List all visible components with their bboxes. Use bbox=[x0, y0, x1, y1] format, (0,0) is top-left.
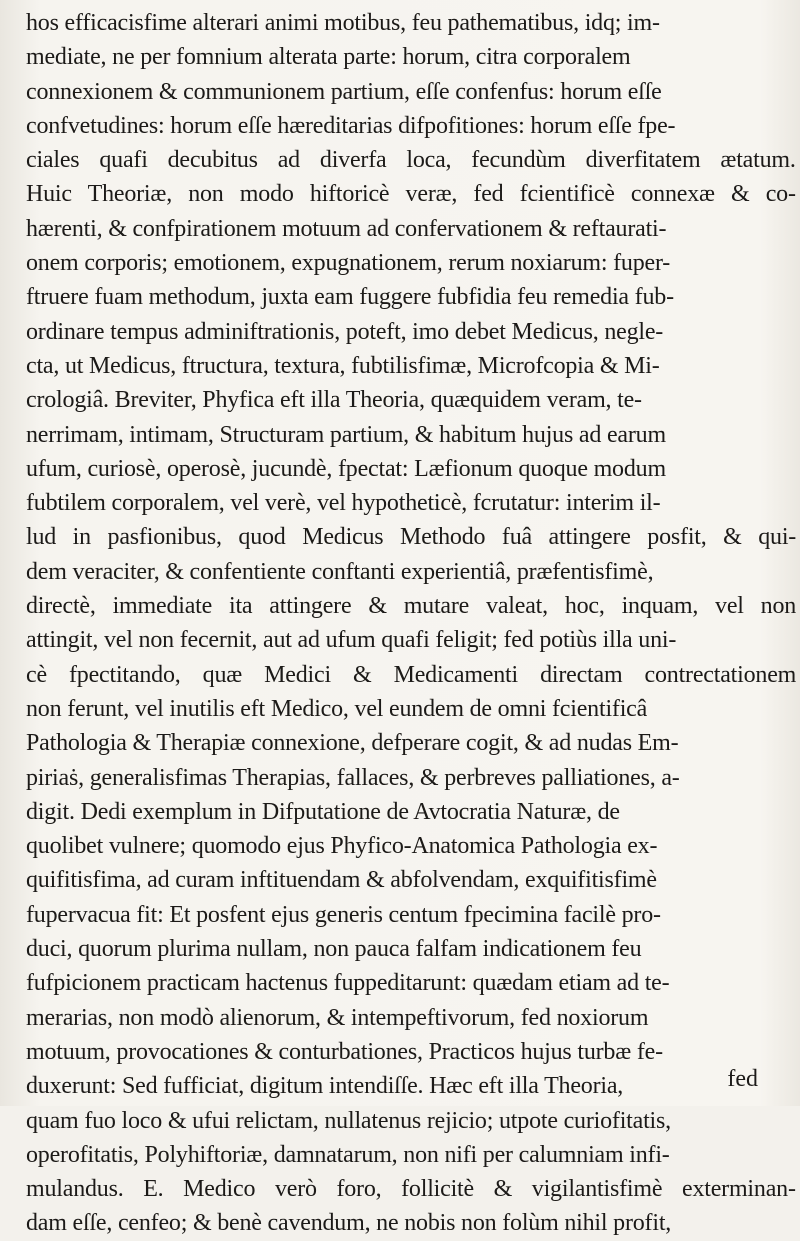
text-line: piriaṡ, generalisfimas Therapias, fallaces, & perbreves palliationes, a- bbox=[26, 764, 680, 791]
text-line: fufpicionem practicam hactenus fuppeditarunt: quædam etiam ad te- bbox=[26, 970, 670, 997]
text-line: onem corporis; emotionem, expugnationem, rerum noxiarum: fuper- bbox=[26, 250, 671, 277]
text-line: duci, quorum plurima nullam, non pauca falfam indicationem feu bbox=[26, 936, 642, 963]
text-line: Pathologia & Therapiæ connexione, defperare cogit, & ad nudas Em- bbox=[26, 730, 679, 757]
catchword: fed bbox=[727, 1066, 758, 1092]
text-line: Huic Theoriæ, non modo hiftoricè veræ, fed fcientificè connexæ & co- bbox=[26, 181, 796, 208]
text-line: duxerunt: Sed fufficiat, digitum intendiſſe. Hæc eft illa Theoria, bbox=[26, 1073, 624, 1100]
text-line: operofitatis, Polyhiftoriæ, damnatarum, non nifi per calumniam infi- bbox=[26, 1141, 670, 1168]
text-line: mediate, ne per fomnium alterata parte: horum, citra corporalem bbox=[26, 44, 631, 71]
text-line: quifitisfima, ad curam inftituendam & abfolvendam, exquifitisfimè bbox=[26, 867, 657, 894]
text-line: directè, immediate ita attingere & mutare valeat, hoc, inquam, vel non bbox=[26, 593, 797, 620]
text-line: dem veraciter, & confentiente conftanti experientiâ, præfentisfimè, bbox=[26, 558, 654, 585]
text-line: ordinare tempus adminiftrationis, poteft, imo debet Medicus, negle- bbox=[26, 318, 664, 345]
text-line: mulandus. E. Medico verò foro, follicitè & vigilantisfimè exterminan- bbox=[26, 1176, 796, 1203]
text-line: ftruere fuam methodum, juxta eam fuggere fubfidia feu remedia fub- bbox=[26, 284, 674, 311]
text-line: connexionem & communionem partium, eſſe confenfus: horum eſſe bbox=[26, 78, 662, 105]
text-line: dam eſſe, cenfeo; & benè cavendum, ne nobis non folùm nihil profit, bbox=[26, 1210, 672, 1237]
text-line: cè fpectitando, quæ Medici & Medicamenti directam contrectationem bbox=[26, 661, 797, 688]
text-line: merarias, non modò alienorum, & intempeftivorum, fed noxiorum bbox=[26, 1004, 649, 1031]
text-line: ciales quafi decubitus ad diverfa loca, fecundùm diverfitatem ætatum. bbox=[26, 147, 796, 174]
text-line: fupervacua fit: Et posfent ejus generis centum fpecimina facilè pro- bbox=[26, 901, 661, 928]
text-line: confvetudines: horum eſſe hæreditarias difpofitiones: horum eſſe fpe- bbox=[26, 112, 676, 139]
text-line: cta, ut Medicus, ftructura, textura, fubtilisfimæ, Microfcopia & Mi- bbox=[26, 352, 660, 379]
text-line: non ferunt, vel inutilis eft Medico, vel eundem de omni fcientificâ bbox=[26, 695, 648, 722]
text-line: quam fuo loco & ufui relictam, nullatenus rejicio; utpote curiofitatis, bbox=[26, 1107, 671, 1134]
text-line: fubtilem corporalem, vel verè, vel hypotheticè, fcrutatur: interim il- bbox=[26, 490, 661, 517]
text-line: crologiâ. Breviter, Phyfica eft illa Theoria, quæquidem veram, te- bbox=[26, 387, 642, 414]
text-line: lud in pasfionibus, quod Medicus Methodo fuâ attingere posfit, & qui- bbox=[26, 524, 797, 551]
text-line: hos efficacisfime alterari animi motibus, feu pathematibus, idq; im- bbox=[26, 10, 660, 36]
text-line: digit. Dedi exemplum in Difputatione de Avtocratia Naturæ, de bbox=[26, 798, 620, 825]
text-line: motuum, provocationes & conturbationes, Practicos hujus turbæ fe- bbox=[26, 1038, 663, 1065]
text-line: nerrimam, intimam, Structuram partium, & habitum hujus ad earum bbox=[26, 421, 666, 448]
text-line: quolibet vulnere; quomodo ejus Phyfico-Anatomica Pathologia ex- bbox=[26, 833, 658, 860]
text-line: ufum, curiosè, operosè, jucundè, fpectat: Læfionum quoque modum bbox=[26, 455, 666, 482]
body-text bbox=[26, 6, 796, 1241]
text-line: attingit, vel non fecernit, aut ad ufum quafi feligit; fed potiùs illa uni- bbox=[26, 627, 677, 654]
text-line: hærenti, & confpirationem motuum ad confervationem & reftaurati- bbox=[26, 215, 667, 242]
